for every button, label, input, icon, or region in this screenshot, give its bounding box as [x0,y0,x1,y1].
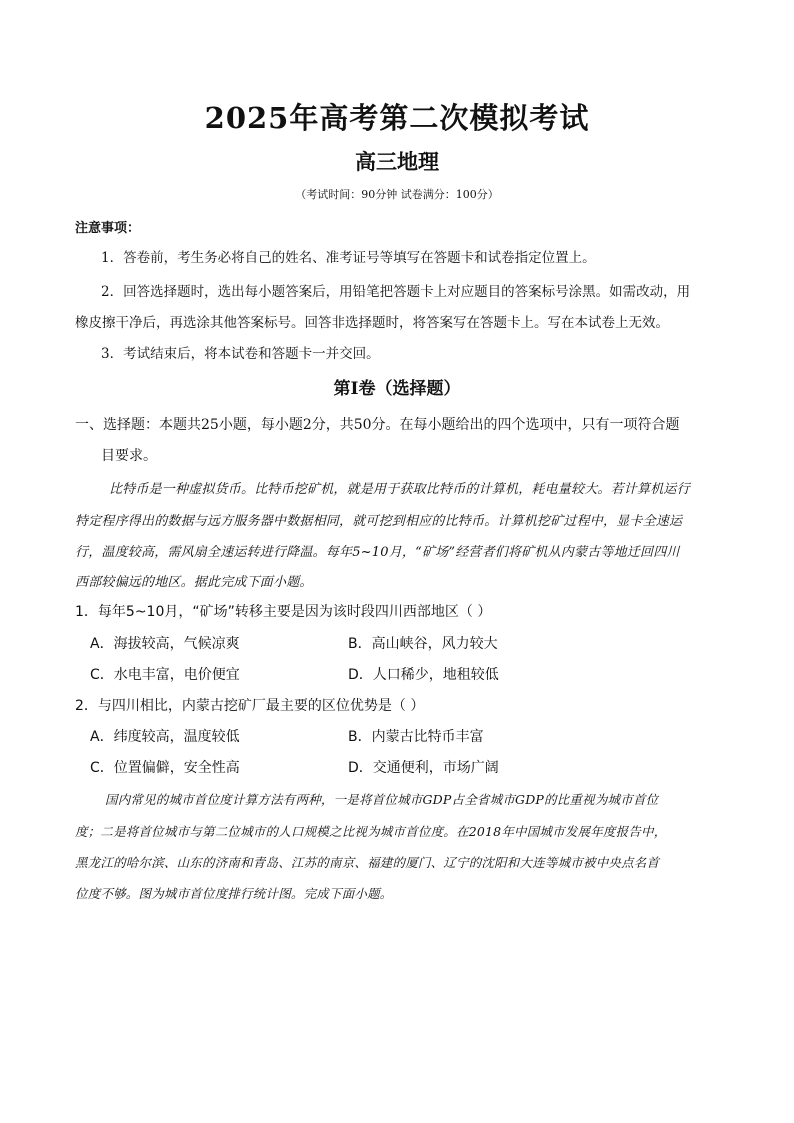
material-line: 度；二是将首位城市与第二位城市的人口规模之比视为城市首位度。在2018年中国城市发展年度报告中， [75,824,667,839]
option-b: B．高山峡谷，风力较大 [348,636,498,652]
option-d: D．人口稀少，地租较低 [348,667,499,683]
material-line: 国内常见的城市首位度计算方法有两种，一是将首位城市GDP占全省城市GDP的比重视为城市首位 [105,792,659,807]
option-c: C．水电丰富，电价便宜 [90,667,240,683]
option-a: A．海拔较高，气候凉爽 [90,636,240,652]
material-line: 比特币是一种虚拟货币。比特币挖矿机，就是用于获取比特币的计算机，耗电量较大。若计算机运行 [109,482,690,497]
question-stem: 1．每年5~10月，“矿场”转移主要是因为该时段四川西部地区（ ） [75,604,492,620]
material-line: 西部较偏远的地区。据此完成下面小题。 [75,575,313,590]
material-line: 行，温度较高，需风扇全速运转进行降温。每年5~10月，“矿场”经营者们将矿机从内蒙古等地迁回四川 [75,545,680,560]
exam-title: 2025年高考第二次模拟考试 [204,101,590,135]
notice-line: 1．答卷前，考生务必将自己的姓名、准考证号等填写在答题卡和试卷指定位置上。 [101,250,596,266]
material-line: 位度不够。图为城市首位度排行统计图。完成下面小题。 [75,886,393,901]
notice-line: 3．考试结束后，将本试卷和答题卡一并交回。 [101,346,380,362]
material-line: 黑龙江的哈尔滨、山东的济南和青岛、江苏的南京、福建的厦门、辽宁的沈阳和大连等城市被中央点名首 [75,855,660,870]
section-title: 第Ⅰ卷（选择题） [333,379,461,399]
exam-info: （考试时间：90分钟 试卷满分：100分） [295,188,499,201]
question-stem: 2．与四川相比，内蒙古挖矿厂最主要的区位优势是（ ） [75,698,425,714]
notice-line: 2．回答选择题时，选出每小题答案后，用铅笔把答题卡上对应题目的答案标号涂黑。如需改动，用 [101,284,691,300]
material-line: 特定程序得出的数据与远方服务器中数据相同，就可挖到相应的比特币。计算机挖矿过程中，显卡全速运 [75,514,683,529]
section-instruction: 目要求。 [101,448,157,464]
option-c: C．位置偏僻，安全性高 [90,760,240,776]
section-instruction: 一、选择题：本题共25小题，每小题2分，共50分。在每小题给出的四个选项中，只有一项符合题 [75,417,680,433]
option-b: B．内蒙古比特币丰富 [348,729,484,745]
notice-heading: 注意事项： [75,221,141,236]
option-a: A．纬度较高，温度较低 [90,729,240,745]
exam-subject: 高三地理 [355,149,439,174]
notice-line: 橡皮擦干净后，再选涂其他答案标号。回答非选择题时，将答案写在答题卡上。写在本试卷上无效。 [75,315,669,331]
option-d: D．交通便利，市场广阔 [348,760,499,776]
